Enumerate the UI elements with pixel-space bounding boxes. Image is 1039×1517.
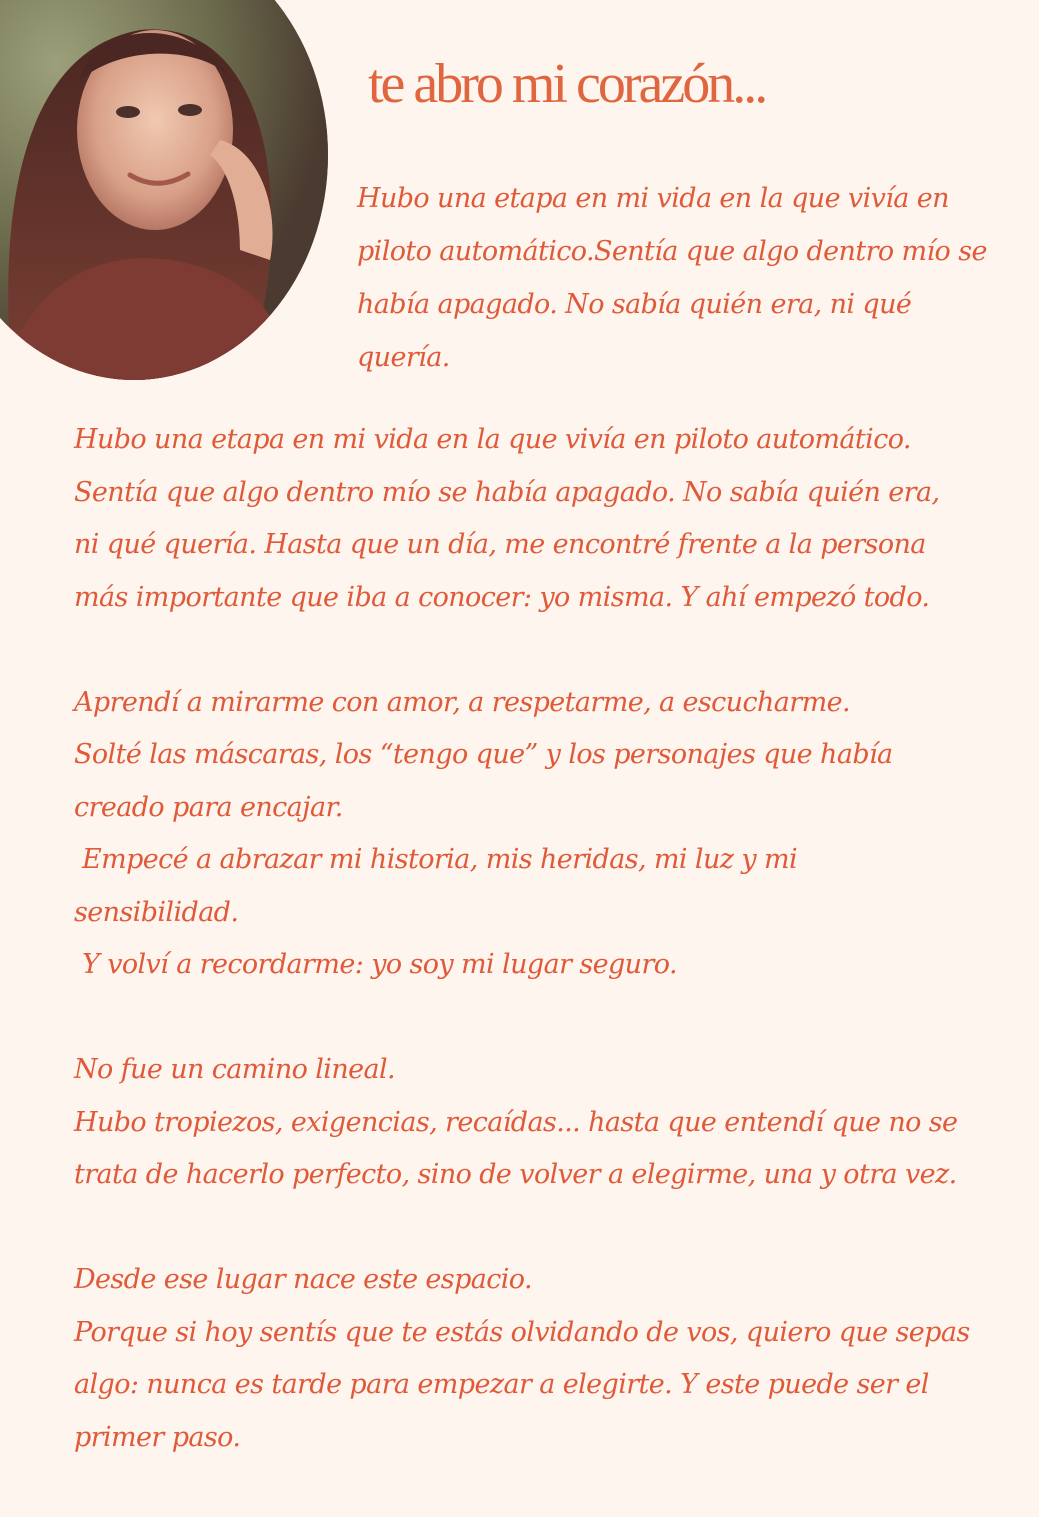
text-line: trata de hacerlo perfecto, sino de volver a elegirme, una y otra vez. [74,1159,957,1190]
text-line: Y volví a recordarme: yo soy mi lugar seguro. [74,949,677,980]
text-line: sensibilidad. [74,896,239,928]
text-line: primer paso. [74,1421,241,1453]
text-line: ni qué quería. Hasta que un día, me encontré frente a la persona [74,529,926,560]
paragraph-self-love [74,677,1004,992]
story-text [74,414,1004,1517]
text-line: No fue un camino lineal. [74,1054,396,1085]
text-line: Desde ese lugar nace este espacio. [74,1264,532,1295]
text-line: Solté las máscaras, los “tengo que” y los personajes que había [74,739,893,770]
paragraph-awakening [74,414,1004,624]
intro-paragraph: Hubo una etapa en mi vida en la que vivía en piloto automático.Sentía que algo dentro mío se había apagado. No sabía quién era, ni qué quería. [357,183,987,373]
text-line: Hubo una etapa en mi vida en la que vivía en piloto automático. [74,424,911,455]
paragraph-path [74,1044,1004,1202]
text-line: algo: nunca es tarde para empezar a elegirte. Y este puede ser el [74,1369,929,1400]
text-line: Sentía que algo dentro mío se había apagado. No sabía quién era, [74,476,940,508]
page-title: te abro mi corazón... [368,53,766,115]
text-line: Porque si hoy sentís que te estás olvidando de vos, quiero que sepas [74,1316,970,1348]
text-line: Hubo tropiezos, exigencias, recaídas... hasta que entendí que no se [74,1106,958,1138]
text-line: Aprendí a mirarme con amor, a respetarme, a escucharme. [74,686,850,718]
paragraph-invitation [74,1254,1004,1464]
text-line: Empecé a abrazar mi historia, mis heridas, mi luz y mi [74,844,798,875]
portrait-illustration [0,0,328,380]
text-line: creado para encajar. [74,791,343,823]
text-line: más importante que iba a conocer: yo misma. Y ahí empezó todo. [74,581,930,613]
author-portrait [0,0,328,380]
